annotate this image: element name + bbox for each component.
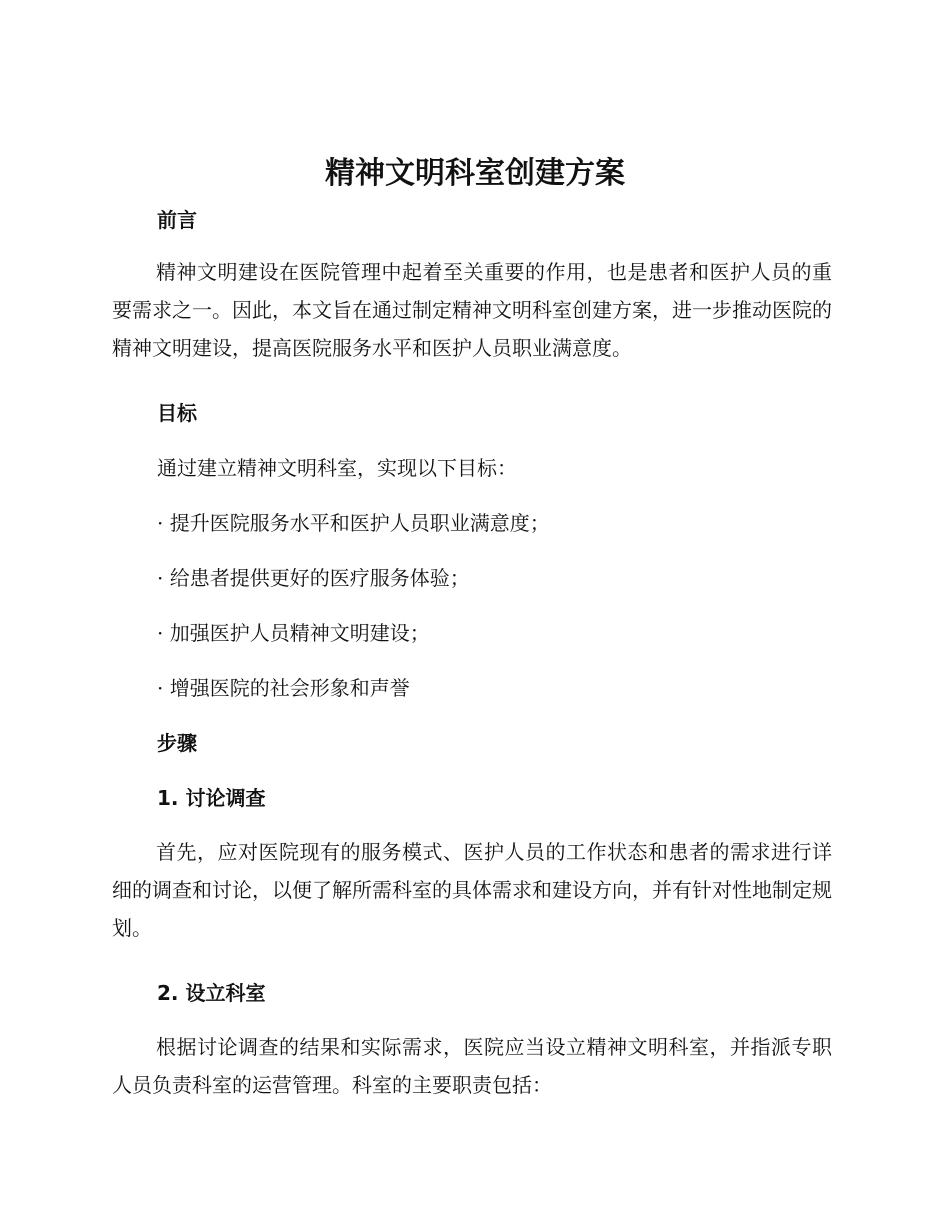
goals-intro: 通过建立精神文明科室，实现以下目标：: [157, 456, 517, 480]
step-heading-2: 2. 设立科室: [157, 981, 266, 1005]
section-heading-preface: 前言: [157, 208, 197, 232]
goal-item: · 加强医护人员精神文明建设；: [157, 621, 430, 645]
goal-item: · 提升医院服务水平和医护人员职业满意度；: [157, 511, 550, 535]
goal-item: · 增强医院的社会形象和声誉: [157, 676, 410, 700]
section-heading-goals: 目标: [157, 401, 197, 425]
step2-paragraph: 根据讨论调查的结果和实际需求，医院应当设立精神文明科室，并指派专职人员负责科室的运营管理。科室的主要职责包括：: [112, 1035, 832, 1097]
step1-paragraph: 首先，应对医院现有的服务模式、医护人员的工作状态和患者的需求进行详细的调查和讨论，以便了解所需科室的具体需求和建设方向，并有针对性地制定规划。: [112, 840, 832, 940]
preface-paragraph: 精神文明建设在医院管理中起着至关重要的作用，也是患者和医护人员的重要需求之一。因此，本文旨在通过制定精神文明科室创建方案，进一步推动医院的精神文明建设，提高医院服务水平和医护人员职业满意度。: [112, 260, 832, 360]
step-heading-1: 1. 讨论调查: [157, 786, 266, 810]
goal-item: · 给患者提供更好的医疗服务体验；: [157, 566, 470, 590]
document-title: 精神文明科室创建方案: [325, 156, 625, 191]
section-heading-steps: 步骤: [157, 731, 197, 755]
